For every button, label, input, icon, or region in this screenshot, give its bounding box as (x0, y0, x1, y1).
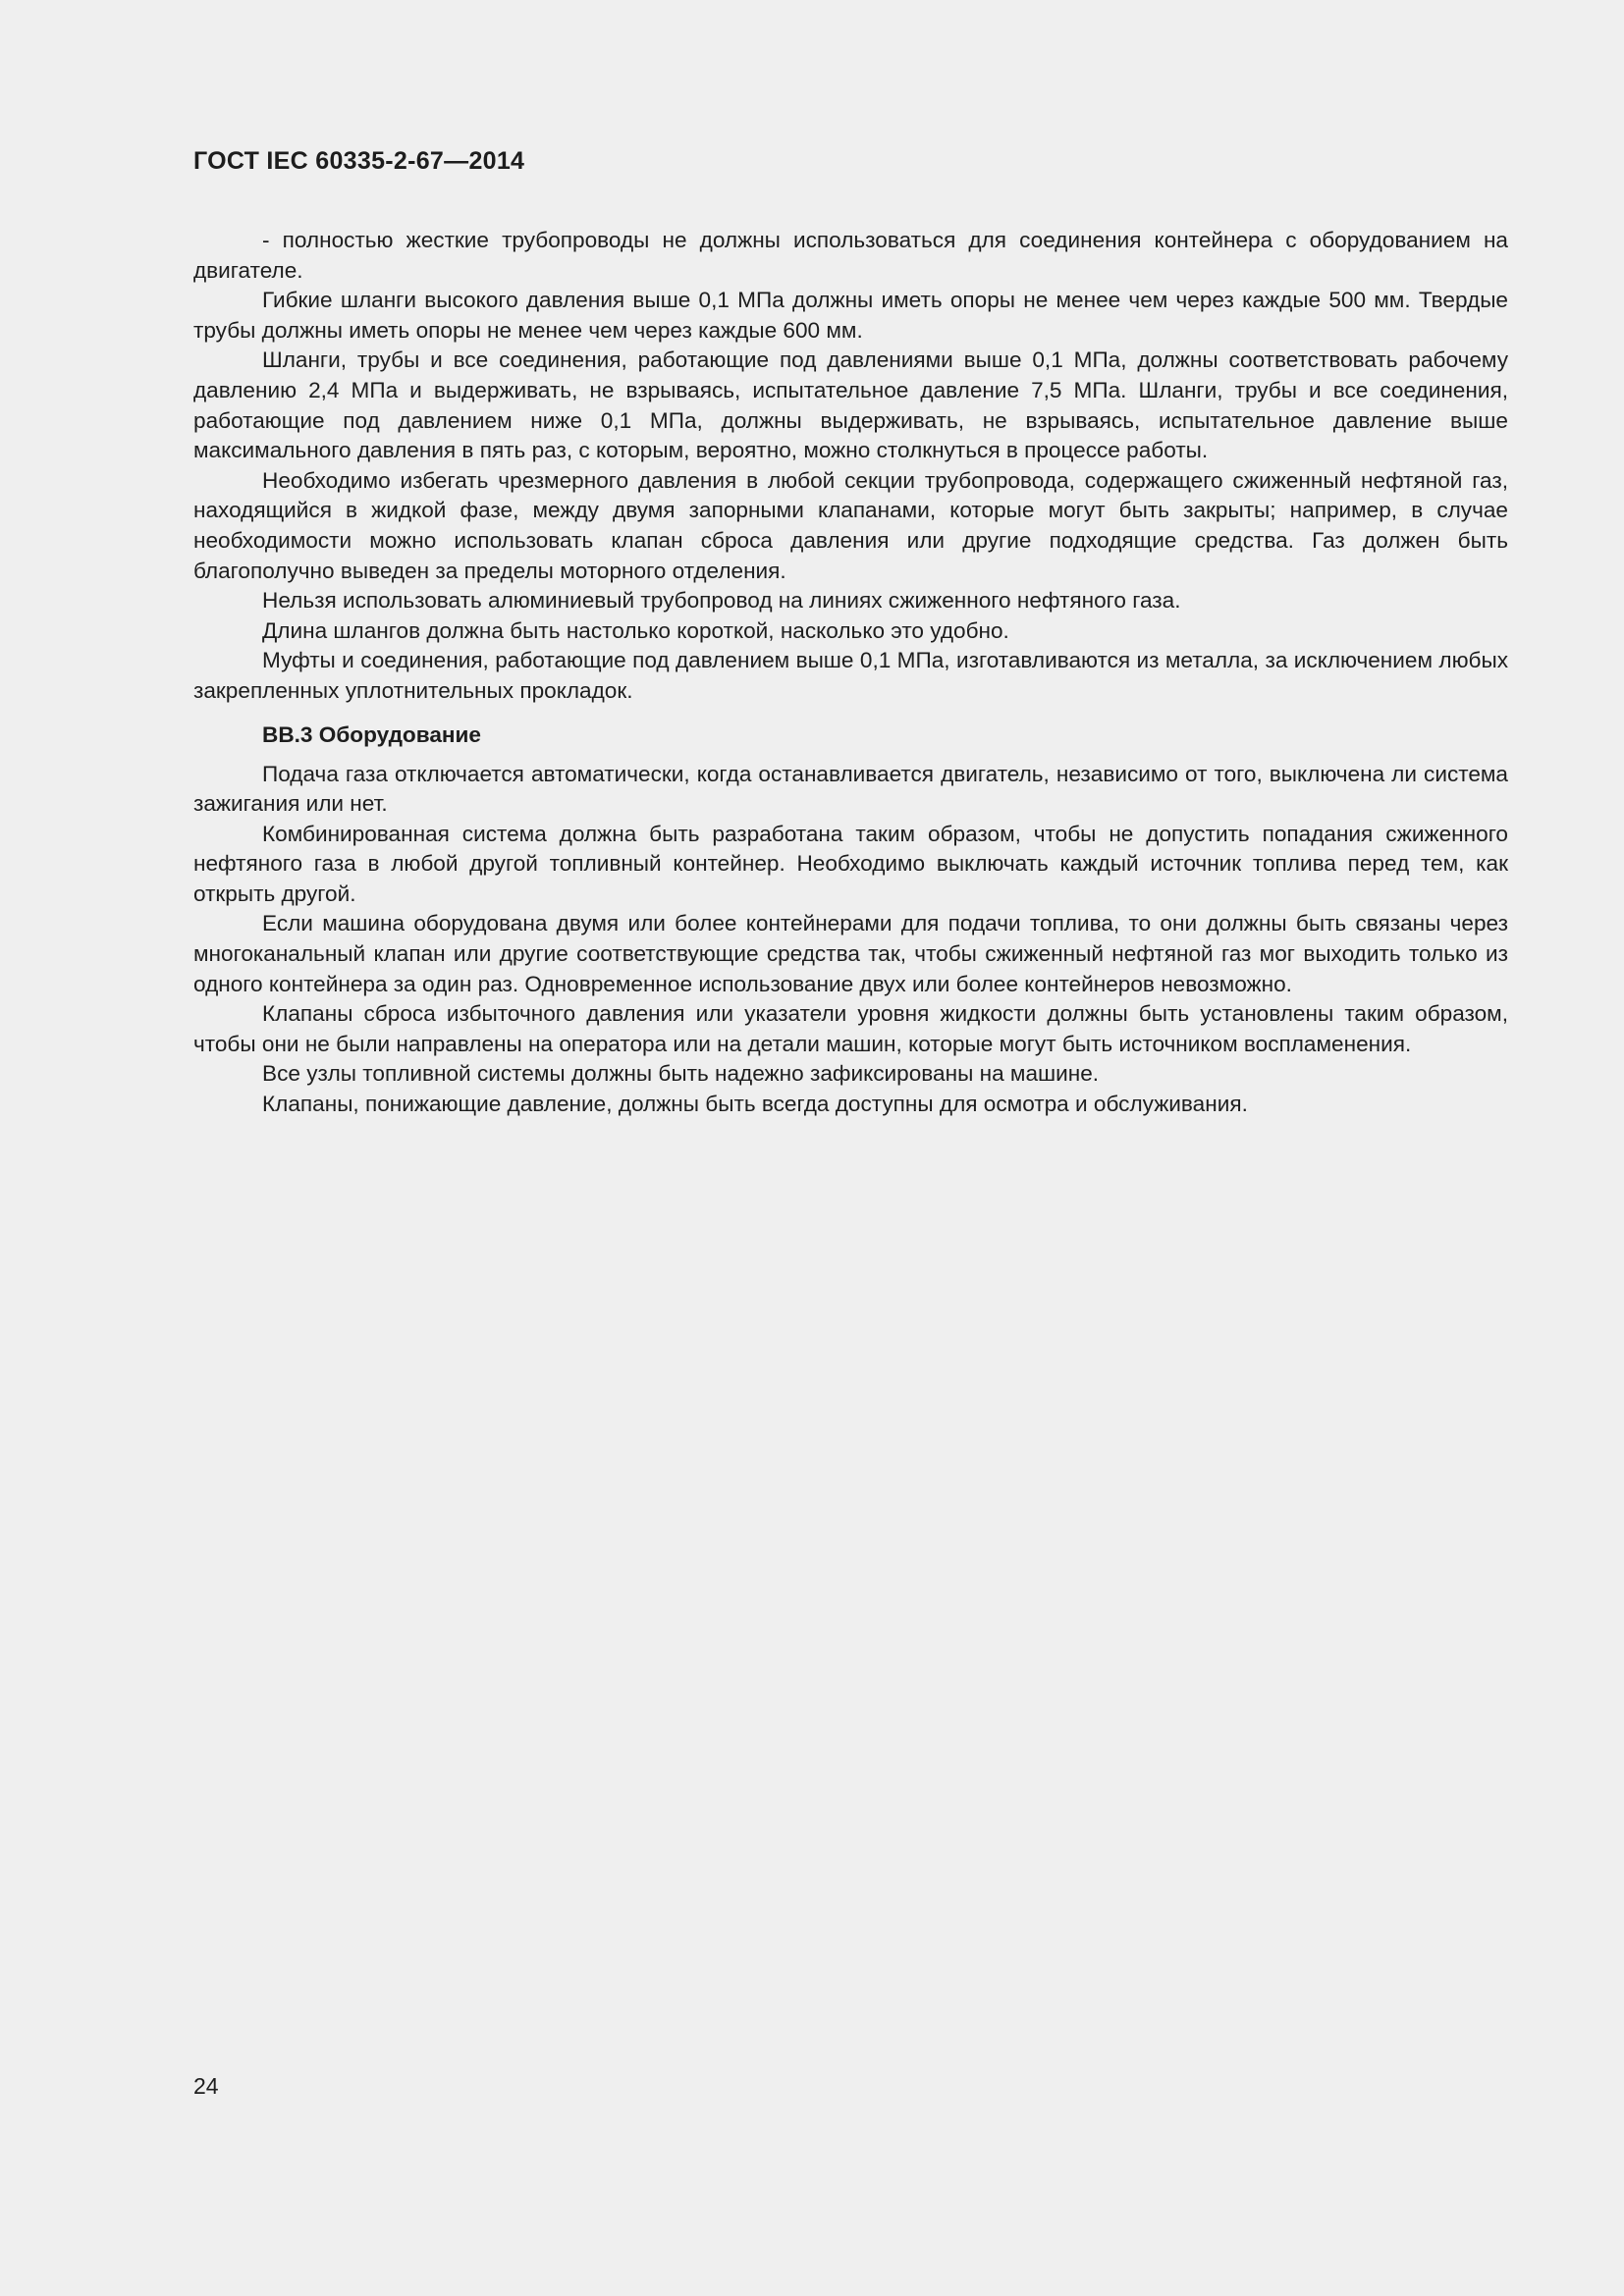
paragraph: Длина шлангов должна быть настолько короткой, насколько это удобно. (262, 617, 1009, 643)
document-header: ГОСТ IEC 60335-2-67—2014 (193, 147, 525, 175)
paragraph: Клапаны, понижающие давление, должны быть всегда доступны для осмотра и обслуживания. (262, 1092, 1248, 1117)
paragraph: Гибкие шланги высокого давления выше 0,1 МПа должны иметь опоры не менее чем через каждые 500 мм. Твердые трубы должны иметь опоры не менее чем через каждые 600 мм. (193, 288, 1508, 343)
paragraph: Муфты и соединения, работающие под давлением выше 0,1 МПа, изготавливаются из металла, за исключением любых закрепленных уплотнительных прокладок. (193, 648, 1508, 703)
document-body (193, 226, 1508, 1120)
paragraph: Необходимо избегать чрезмерного давления в любой секции трубопровода, содержащего сжиженный нефтяной газ, находящийся в жидкой фазе, между двумя запорными клапанами, которые могут быть закрыты; например, в случае необходимости можно использовать клапан сброса давления или другие подходящие средства. Газ должен быть благополучно выведен за пределы моторного отделения. (193, 467, 1508, 583)
paragraph: Все узлы топливной системы должны быть надежно зафиксированы на машине. (262, 1061, 1100, 1087)
paragraph: Нельзя использовать алюминиевый трубопровод на линиях сжиженного нефтяного газа. (262, 588, 1181, 614)
paragraph: Если машина оборудована двумя или более контейнерами для подачи топлива, то они должны быть связаны через многоканальный клапан или другие соответствующие средства так, чтобы сжиженный нефтяной газ мог выходить только из одного контейнера за один раз. Одновременное использование двух или более контейнеров невозможно. (193, 911, 1508, 996)
section-heading: ВВ.3 Оборудование (262, 721, 481, 747)
paragraph: Комбинированная система должна быть разработана таким образом, чтобы не допустить попадания сжиженного нефтяного газа в любой другой топливный контейнер. Необходимо выключать каждый источник топлива перед тем, как открыть другой. (193, 821, 1508, 906)
paragraph: Шланги, трубы и все соединения, работающие под давлениями выше 0,1 МПа, должны соответствовать рабочему давлению 2,4 МПа и выдерживать, не взрываясь, испытательное давление 7,5 МПа. Шланги, трубы и все соединения, работающие под давлением ниже 0,1 МПа, должны выдерживать, не взрываясь, испытательное давление выше максимального давления в пять раз, с которым, вероятно, можно столкнуться в процессе работы. (193, 347, 1508, 463)
paragraph: Клапаны сброса избыточного давления или указатели уровня жидкости должны быть установлены таким образом, чтобы они не были направлены на оператора или на детали машин, которые могут быть источником воспламенения. (193, 1001, 1508, 1056)
paragraph: Подача газа отключается автоматически, когда останавливается двигатель, независимо от того, выключена ли система зажигания или нет. (193, 761, 1508, 817)
page-number: 24 (193, 2073, 219, 2099)
paragraph: - полностью жесткие трубопроводы не должны использоваться для соединения контейнера с оборудованием на двигателе. (193, 228, 1508, 283)
